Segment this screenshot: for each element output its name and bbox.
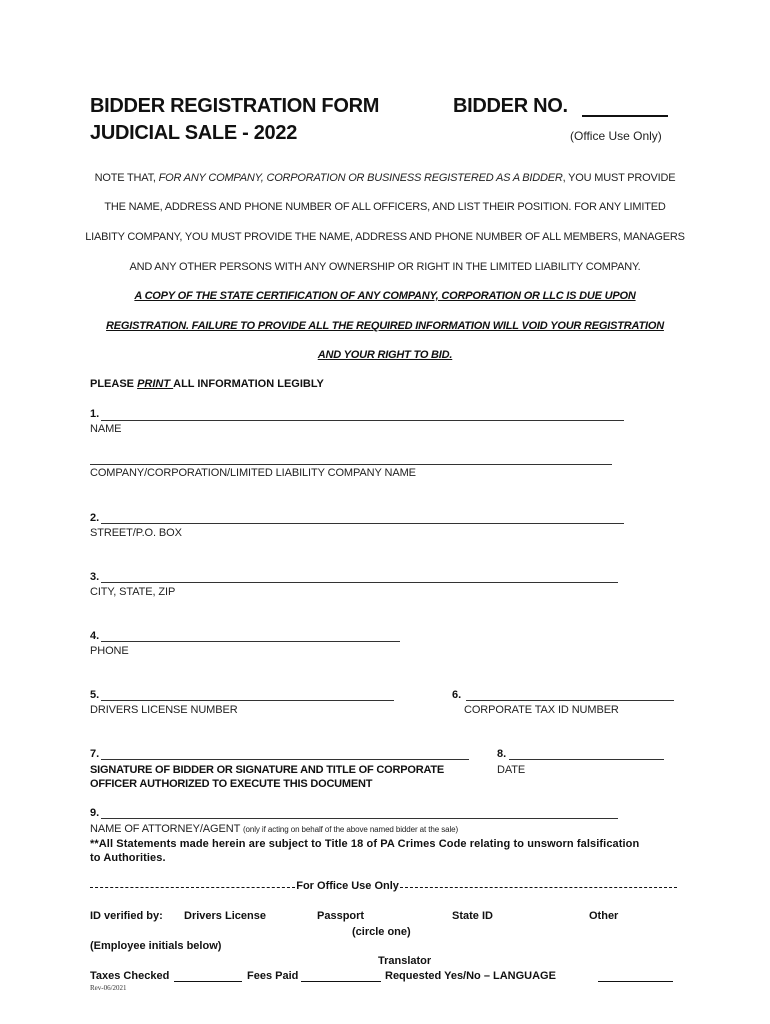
drivers-license-field[interactable]	[101, 700, 394, 701]
drivers-license-label: DRIVERS LICENSE NUMBER	[90, 704, 238, 716]
signature-field[interactable]	[101, 759, 469, 760]
street-label: STREET/P.O. BOX	[90, 527, 182, 539]
taxes-checked-field[interactable]	[174, 981, 242, 982]
translator-label: Translator	[378, 955, 432, 967]
circle-one-note: (circle one)	[352, 926, 411, 938]
field-number-3: 3.	[90, 571, 100, 583]
notice-line-2: THE NAME, ADDRESS AND PHONE NUMBER OF ALL OFFICERS, AND LIST THEIR POSITION. FOR ANY LIMITED	[104, 201, 666, 213]
notice-line-3: LIABITY COMPANY, YOU MUST PROVIDE THE NAME, ADDRESS AND PHONE NUMBER OF ALL MEMBERS, MANAGERS	[85, 231, 685, 243]
form-subtitle: JUDICIAL SALE - 2022	[90, 122, 298, 144]
field-number-8: 8.	[497, 748, 507, 760]
print-instruction: PLEASE PRINT ALL INFORMATION LEGIBLY	[90, 378, 324, 390]
warning-line-2: REGISTRATION. FAILURE TO PROVIDE ALL THE REQUIRED INFORMATION WILL VOID YOUR REGISTRATION	[106, 320, 664, 332]
field-number-7: 7.	[90, 748, 100, 760]
bidder-number-label: BIDDER NO.	[453, 95, 568, 117]
statement-line-1: **All Statements made herein are subject to Title 18 of PA Crimes Code relating to unsworn falsification	[90, 838, 640, 850]
company-name-label: COMPANY/CORPORATION/LIMITED LIABILITY COMPANY NAME	[90, 467, 416, 479]
id-option-passport[interactable]: Passport	[317, 910, 365, 922]
tax-id-field[interactable]	[466, 700, 674, 701]
id-option-drivers-license[interactable]: Drivers License	[184, 910, 266, 922]
date-label: DATE	[497, 764, 526, 776]
signature-label-line-2: OFFICER AUTHORIZED TO EXECUTE THIS DOCUMENT	[90, 778, 373, 790]
name-label: NAME	[90, 423, 122, 435]
phone-field[interactable]	[101, 641, 400, 642]
notice-line-4: AND ANY OTHER PERSONS WITH ANY OWNERSHIP OR RIGHT IN THE LIMITED LIABILITY COMPANY.	[129, 261, 641, 273]
id-verified-label: ID verified by:	[90, 910, 163, 922]
city-state-zip-label: CITY, STATE, ZIP	[90, 586, 176, 598]
field-number-1: 1.	[90, 408, 100, 420]
office-use-divider: For Office Use Only	[90, 880, 677, 892]
signature-label-line-1: SIGNATURE OF BIDDER OR SIGNATURE AND TITLE OF CORPORATE	[90, 764, 445, 776]
statement-line-2: to Authorities.	[90, 852, 166, 864]
phone-label: PHONE	[90, 645, 129, 657]
attorney-agent-label: NAME OF ATTORNEY/AGENT (only if acting on behalf of the above named bidder at the sale)	[90, 823, 459, 835]
attorney-agent-field[interactable]	[101, 818, 618, 819]
fees-paid-label: Fees Paid	[247, 970, 299, 982]
translator-requested-label: Requested Yes/No – LANGUAGE	[385, 970, 556, 982]
employee-initials-note: (Employee initials below)	[90, 940, 222, 952]
id-option-state-id[interactable]: State ID	[452, 910, 493, 922]
field-number-2: 2.	[90, 512, 100, 524]
field-number-6: 6.	[452, 689, 462, 701]
city-state-zip-field[interactable]	[101, 582, 618, 583]
field-number-4: 4.	[90, 630, 100, 642]
date-field[interactable]	[509, 759, 664, 760]
language-field[interactable]	[598, 981, 673, 982]
id-option-other[interactable]: Other	[589, 910, 619, 922]
warning-line-3: AND YOUR RIGHT TO BID.	[317, 349, 453, 361]
fees-paid-field[interactable]	[301, 981, 381, 982]
company-name-field[interactable]	[90, 464, 612, 465]
field-number-9: 9.	[90, 807, 100, 819]
field-number-5: 5.	[90, 689, 100, 701]
tax-id-label: CORPORATE TAX ID NUMBER	[464, 704, 619, 716]
notice-line-1: NOTE THAT, FOR ANY COMPANY, CORPORATION OR BUSINESS REGISTERED AS A BIDDER, YOU MUST PROVIDE	[94, 172, 676, 184]
taxes-checked-label: Taxes Checked	[90, 970, 170, 982]
bidder-number-field[interactable]	[582, 115, 668, 117]
name-field[interactable]	[101, 420, 624, 421]
revision-note: Rev-06/2021	[90, 984, 127, 992]
form-title: BIDDER REGISTRATION FORM	[90, 95, 380, 117]
office-use-note: (Office Use Only)	[570, 129, 662, 143]
warning-line-1: A COPY OF THE STATE CERTIFICATION OF ANY COMPANY, CORPORATION OR LLC IS DUE UPON	[134, 290, 636, 302]
street-field[interactable]	[101, 523, 624, 524]
